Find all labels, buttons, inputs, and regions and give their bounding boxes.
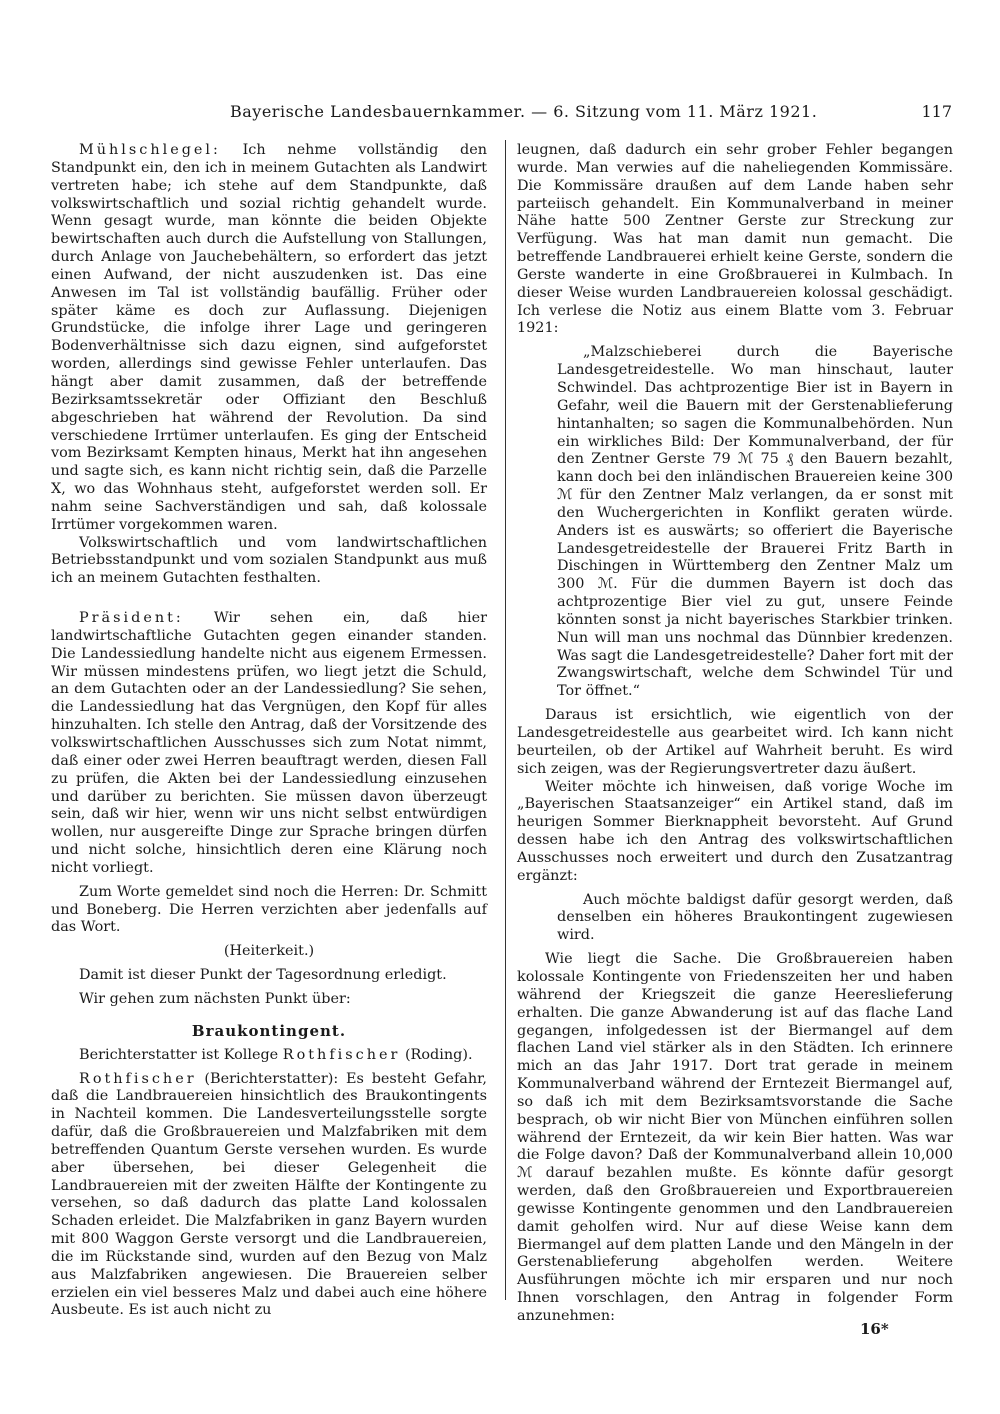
paragraph: Wie liegt die Sache. Die Großbrauereien haben kolossale Kontingente von Friedenszeiten her und haben während der Kriegszeit die ganze Heereslieferung erhalten. Die ganze Abwanderung ist auf das flache Land gegangen, infolgedessen ist der Biermangel auf dem flachen Land viel stärker als in den Städten. Ich erinnere mich an das Jahr 1917. Dort trat gerade in meinem Kommunalverband während der Erntezeit Biermangel auf, so daß ich mit dem Bezirksamtsvorstande die Sache besprach, ob wir nicht Bier von München einführen sollen während der Erntezeit, da wir kein Bier hatten. Was war die Folge davon? Daß der Kommunalverband allein 10,000 ℳ darauf bezahlen mußte. Es könnte dafür gesorgt werden, daß den Großbrauereien und Exportbrauereien gewisse Kontingente genommen und den Landbrauereien damit geholfen wird. Nur auf diese Weise kann dem Biermangel auf dem platten Lande und den Mängeln in der Gerstenablieferung abgeholfen werden. Weitere Ausführungen möchte ich mir ersparen und nur noch Ihnen vorschlagen, den Antrag in folgender Form anzunehmen: bbox=[517, 951, 953, 1324]
section-heading: Braukontingent. bbox=[191, 1021, 347, 1040]
paragraph-text: Wir sehen ein, daß hier landwirtschaftliche Gutachten gegen einander standen. Die Landessiedlung handelte nicht aus eigenem Ermessen. Wir müssen mindestens prüfen, wo liegt jetzt die Schuld, an dem Gutachten oder an der Landessiedlung? Sie sehen, die Landessiedlung hat das Vergnügen, den Kopf für alles hinzuhalten. Ich stelle den Antrag, daß der Vorsitzende des volkswirtschaftlichen Ausschusses sich zum Notat nimmt, daß einer oder zwei Herren beauftragt werden, diesen Fall zu prüfen, die Akten bei der Landessiedlung einzusehen und darüber zu berichten. Sie müssen davon überzeugt sein, daß wir hier, wenn wir uns nicht selbst entwürdigen wollen, nur ausgereifte Dinge zur Sprache bringen dürfen und nicht solche, hinsichtlich deren eine Klärung noch nicht vorliegt. bbox=[51, 610, 487, 876]
paragraph: Wir gehen zum nächsten Punkt über: bbox=[79, 990, 351, 1007]
speaker-name: Rothfischer bbox=[79, 1070, 197, 1087]
speaker-name: Mühlschlegel: bbox=[79, 142, 221, 158]
paragraph bbox=[51, 1071, 487, 1321]
page-number: 117 bbox=[921, 102, 952, 121]
column-divider bbox=[505, 140, 506, 1300]
paragraph-text: Ich nehme vollständig den Standpunkt ein, den ich in meinem Gutachten als Landwirt vertreten habe; ich stehe auf dem Standpunkte, daß volkswirtschaftlich und sozial richtig gehandelt wurde. Wenn gesagt wurde, man könnte die beiden Objekte bewirtschaften auch durch die Aufstellung von Stallungen, durch Anlage von Jauchebehältern, so erfordert das jetzt einen Aufwand, der nicht auszudenken ist. Das eine Anwesen im Tal ist vollständig baufällig. Früher oder später käme es doch zur Auflassung. Diejenigen Grundstücke, die infolge ihrer Lage und geringeren Bodenverhältnisse sich dazu eignen, sind aufgeforstet worden, allerdings sind gewisse Fehler unterlaufen. Das hängt aber damit zusammen, daß der betreffende Bezirksamtssekretär oder Offiziant den Beschluß abgeschrieben hat während der Revolution. Da sind verschiedene Irrtümer unterlaufen. Es ging der Entscheid vom Bezirksamt Kempten hinaus, Merkt hat ihn angesehen und sagte sich, es kann nicht richtig sein, daß die Parzelle X, wo das Wohnhaus steht, aufgeforstet werden soll. Er nahm seine Sachverständigen und sah, daß kolossale Irrtümer vorgekommen waren. bbox=[51, 142, 487, 533]
running-head: Bayerische Landesbauernkammer. — 6. Sitzung vom 11. März 1921. bbox=[230, 102, 818, 121]
paragraph: leugnen, daß dadurch ein sehr grober Fehler begangen wurde. Man verwies auf die naheliegenden Kommissäre. Die Kommissäre draußen auf dem Lande haben sehr parteiisch gehandelt. Ein Kommunalverband in meiner Nähe hatte 500 Zentner Gerste zur Streckung zur Verfügung. Was hat man damit nun gemacht. Die betreffende Landbrauerei erhielt keine Gerste, sondern die Gerste wanderte in eine Großbrauerei in Kulmbach. In dieser Weise wurden Landbrauereien kolossal geschädigt. Ich verlese die Notiz aus einem Blatte vom 3. Februar 1921: bbox=[517, 142, 953, 337]
paragraph-text: Berichterstatter ist Kollege bbox=[79, 1046, 279, 1063]
paragraph bbox=[51, 1047, 487, 1065]
paragraph: Zum Worte gemeldet sind noch die Herren: Dr. Schmitt und Boneberg. Die Herren verzichten aber jedenfalls auf das Wort. bbox=[51, 883, 487, 936]
paragraph: Daraus ist ersichtlich, wie eigentlich von der Landesgetreidestelle aus gearbeitet wird. Ich kann nicht beurteilen, ob der Artikel auf Wahrheit beruht. Es wird sich zeigen, was der Regierungsvertreter dazu äußert. bbox=[517, 707, 953, 777]
paragraph: Volkswirtschaftlich und vom landwirtschaftlichen Betriebsstandpunkt und vom sozialen Standpunkt aus muß ich an meinem Gutachten festhalten. bbox=[51, 534, 487, 587]
signature-mark: 16* bbox=[860, 1320, 889, 1338]
paragraph-text: (Berichterstatter): Es besteht Gefahr, daß die Landbrauereien hinsichtlich des Braukontingents in Nachteil kommen. Die Landesverteilungsstelle sorgte dafür, daß die Großbrauereien und Malzfabriken mit dem betreffenden Quantum Gerste versehen wurden. Es wurde aber übersehen, bei dieser Gelegenheit die Landbrauereien mit der zweiten Hälfte der Kontingente zu versehen, so daß dadurch das platte Land kolossalen Schaden erleidet. Die Malzfabriken in ganz Bayern wurden mit 800 Waggon Gerste versorgt und die Landbrauereien, die im Rückstande sind, wurden auf den Bezug von Malz aus Malzfabriken angewiesen. Die Brauereien selber erzielen ein viel besseres Malz und dabei auch eine höhere Ausbeute. Es ist auch nicht zu bbox=[51, 1070, 488, 1319]
left-column bbox=[51, 142, 487, 1320]
paragraph bbox=[51, 142, 487, 535]
paragraph bbox=[51, 610, 487, 878]
paragraph-text: (Roding). bbox=[404, 1046, 473, 1063]
motion-text: Auch möchte baldigst dafür gesorgt werden, daß denselben ein höheres Braukontingent zugewiesen wird. bbox=[557, 891, 953, 944]
paragraph: Damit ist dieser Punkt der Tagesordnung erledigt. bbox=[79, 967, 447, 984]
speaker-name: Präsident: bbox=[79, 610, 184, 627]
paragraph: Weiter möchte ich hinweisen, daß vorige Woche im „Bayerischen Staatsanzeiger“ ein Artikel stand, daß im heurigen Sommer Bierknappheit bevorsteht. Auf Grund dessen habe ich den Antrag des volkswirtschaftlichen Ausschusses noch erweitert und durch den Zusatzantrag ergänzt: bbox=[517, 778, 953, 884]
speaker-name: Rothfischer bbox=[282, 1046, 401, 1063]
interjection: (Heiterkeit.) bbox=[223, 943, 315, 960]
quotation: „Malzschieberei durch die Bayerische Landesgetreidestelle. Wo man hinschaut, lauter Schwindel. Das achtprozentige Bier ist in Bayern in Gefahr, weil die Bauern mit der Gerstenablieferung hintanhalten; so sagen die Kommunalbehörden. Nun ein wirkliches Bild: Der Kommunalverband, der für den Zentner Gerste 79 ℳ 75 ₰ den Bauern bezahlt, kann doch bei den inländischen Brauereien keine 300 ℳ für den Zentner Malz verlangen, da er sonst mit den Wuchergerichten in Konflikt geraten würde. Anders ist es auswärts; so offeriert die Bayerische Landesgetreidestelle der Brauerei Fritz Barth in Dischingen in Württemberg den Zentner Malz um 300 ℳ. Für die dummen Bayern ist doch das achtprozentige Bier viel zu gut, unsere Feinde könnten sonst ja nicht bayerisches Starkbier trinken. Nun will man uns nochmal das Dünnbier kredenzen. Was sagt die Landesgetreidestelle? Daher fort mit der Zwangswirtschaft, welche dem Schwindel Tür und Tor öffnet.“ bbox=[557, 344, 953, 700]
right-column bbox=[517, 142, 953, 1326]
page-header bbox=[60, 100, 960, 126]
